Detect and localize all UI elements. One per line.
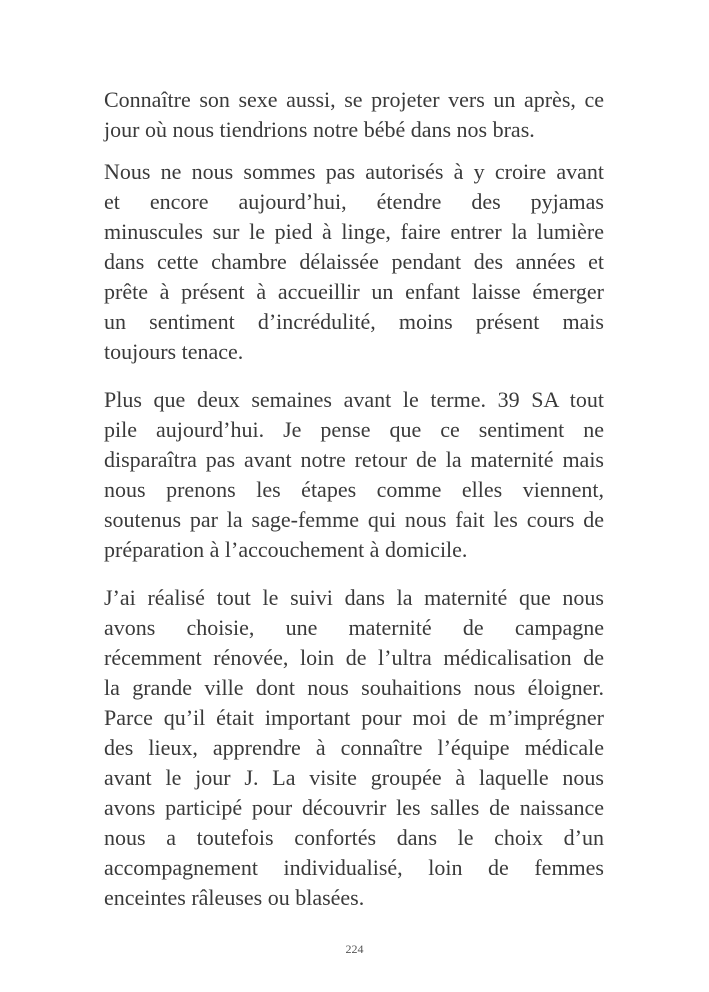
page-number: 224 xyxy=(345,942,364,956)
paragraph-3 xyxy=(104,385,604,565)
text-line: avant le jour J. La visite groupée à laquelle nous xyxy=(104,765,604,790)
text-line: un sentiment d’incrédulité, moins présent mais xyxy=(104,309,604,334)
text-line: Plus que deux semaines avant le terme. 39 SA tout xyxy=(104,387,604,412)
paragraph-1 xyxy=(104,85,604,145)
text-line: Nous ne nous sommes pas autorisés à y croire avant xyxy=(104,159,604,184)
text-line: disparaîtra pas avant notre retour de la maternité mais xyxy=(104,447,604,472)
text-line: récemment rénovée, loin de l’ultra médicalisation de xyxy=(104,645,604,670)
text-line: et encore aujourd’hui, étendre des pyjamas xyxy=(104,189,604,214)
text-line: enceintes râleuses ou blasées. xyxy=(104,885,365,910)
text-line: nous prenons les étapes comme elles viennent, xyxy=(104,477,604,502)
text-line: des lieux, apprendre à connaître l’équipe médicale xyxy=(104,735,604,760)
text-line: toujours tenace. xyxy=(104,339,244,364)
text-line: accompagnement individualisé, loin de femmes xyxy=(104,855,604,880)
text-line: avons choisie, une maternité de campagne xyxy=(104,615,604,640)
paragraph-4 xyxy=(104,583,604,913)
text-line: J’ai réalisé tout le suivi dans la maternité que nous xyxy=(104,585,604,610)
text-line: préparation à l’accouchement à domicile. xyxy=(104,537,468,562)
text-line: Parce qu’il était important pour moi de m’imprégner xyxy=(104,705,604,730)
text-line: prête à présent à accueillir un enfant laisse émerger xyxy=(104,279,604,304)
text-line: avons participé pour découvrir les salles de naissance xyxy=(104,795,604,820)
text-line: dans cette chambre délaissée pendant des années et xyxy=(104,249,604,274)
text-line: minuscules sur le pied à linge, faire entrer la lumière xyxy=(104,219,604,244)
text-line: soutenus par la sage-femme qui nous fait les cours de xyxy=(104,507,604,532)
text-line: jour où nous tiendrions notre bébé dans nos bras. xyxy=(104,117,535,142)
text-line: pile aujourd’hui. Je pense que ce sentiment ne xyxy=(104,417,604,442)
text-line: Connaître son sexe aussi, se projeter vers un après, ce xyxy=(104,87,604,112)
paragraph-2 xyxy=(104,157,604,367)
text-line: nous a toutefois confortés dans le choix d’un xyxy=(104,825,604,850)
text-line: la grande ville dont nous souhaitions nous éloigner. xyxy=(104,675,604,700)
